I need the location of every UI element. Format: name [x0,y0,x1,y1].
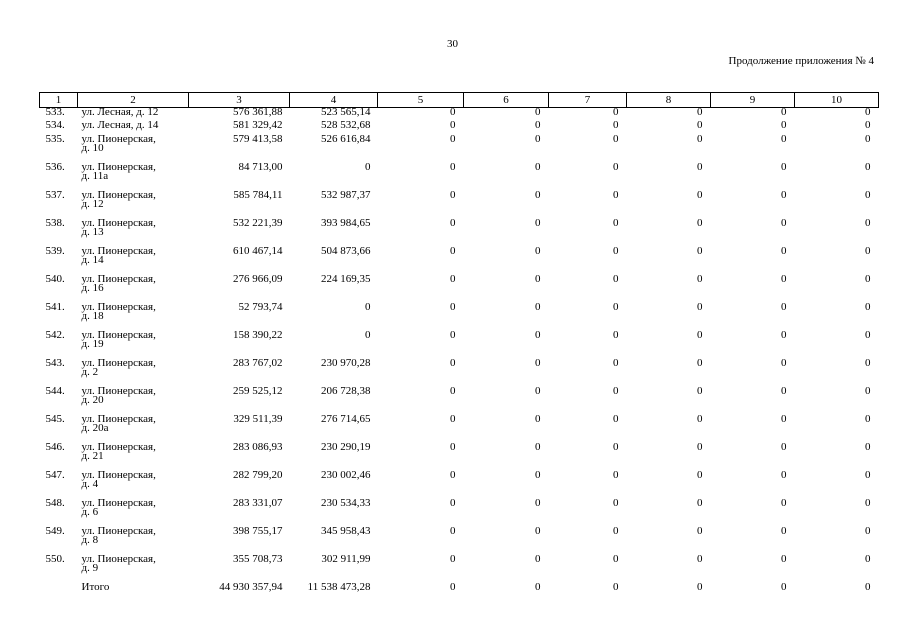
column-header: 1 [40,93,78,108]
amount-cell: 0 [865,414,871,425]
amount-cell: 0 [697,162,703,173]
amount-cell: 355 708,73 [233,554,283,565]
address-line: д. 14 [81,254,104,267]
amount-cell: 0 [613,190,619,201]
amount-cell: 84 713,00 [238,162,283,173]
table-row [40,303,879,331]
address-cell [78,275,189,303]
amount-cell: 0 [613,218,619,229]
amount-cell: 0 [781,134,787,145]
amount-cell: 0 [865,121,871,132]
amount-cell: 0 [535,218,541,229]
amount-cell: 0 [450,330,456,341]
table-row [40,443,879,471]
amount-cell: 0 [450,470,456,481]
address-cell [78,163,189,191]
amount-cell: 0 [450,246,456,257]
amount-cell: 0 [781,246,787,257]
address-cell [78,121,189,135]
amount-cell: 0 [535,107,541,118]
row-number: 539. [45,246,65,257]
address-line: д. 12 [81,198,104,211]
amount-cell: 0 [781,121,787,132]
column-header: 4 [290,93,378,108]
amount-cell: 0 [697,330,703,341]
appendix-note: Продолжение приложения № 4 [728,55,874,67]
table-header [40,93,879,108]
amount-cell: 0 [450,358,456,369]
address-line: ул. Пионерская, [81,526,156,537]
amount-cell: 0 [450,274,456,285]
row-number: 550. [45,554,65,565]
amount-cell: 0 [613,386,619,397]
column-header: 3 [189,93,290,108]
amount-cell: 0 [781,414,787,425]
address-line: д. 9 [81,562,99,575]
table-row [40,555,879,583]
amount-cell: 0 [613,162,619,173]
address-line: ул. Пионерская, [81,498,156,509]
amount-cell: 0 [535,470,541,481]
amount-cell: 0 [450,302,456,313]
amount-cell: 0 [697,274,703,285]
amount-cell: 532 221,39 [233,218,283,229]
table-row [40,135,879,163]
address-line: ул. Пионерская, [81,554,156,565]
amount-cell: 0 [781,107,787,118]
amount-cell: 206 728,38 [321,386,371,397]
table-row [40,331,879,359]
amount-cell: 0 [613,470,619,481]
amount-cell: 0 [535,386,541,397]
amount-cell: 526 616,84 [321,134,371,145]
table-row [40,219,879,247]
address-line: ул. Пионерская, [81,134,156,145]
address-line: д. 8 [81,534,99,547]
amount-cell: 0 [535,121,541,132]
amount-cell: 283 086,93 [233,442,283,453]
amount-cell: 0 [365,162,371,173]
column-header: 5 [378,93,464,108]
address-line: ул. Пионерская, [81,246,156,257]
address-line: д. 10 [81,142,104,155]
address-line: ул. Пионерская, [81,470,156,481]
amount-cell: 0 [613,274,619,285]
amount-cell: 0 [865,386,871,397]
amount-cell: 0 [697,246,703,257]
amount-cell: 610 467,14 [233,246,283,257]
row-number: 540. [45,274,65,285]
amount-cell: 0 [865,554,871,565]
amount-cell: 0 [697,358,703,369]
amount-cell: 0 [865,330,871,341]
column-header: 6 [464,93,549,108]
address-line: д. 16 [81,282,104,295]
address-line: д. 19 [81,338,104,351]
amount-cell: 0 [865,358,871,369]
total-row [40,583,879,597]
row-number: 543. [45,358,65,369]
address-cell [78,331,189,359]
amount-cell: 398 755,17 [233,526,283,537]
address-line: д. 4 [81,478,99,491]
amount-cell: 0 [535,330,541,341]
amount-cell: 0 [450,498,456,509]
address-cell [78,303,189,331]
column-header: 9 [711,93,795,108]
address-line: ул. Пионерская, [81,442,156,453]
amount-cell: 0 [865,274,871,285]
amount-cell: 0 [613,302,619,313]
amount-cell: 0 [450,162,456,173]
amount-cell: 0 [535,162,541,173]
amount-cell: 276 966,09 [233,274,283,285]
address-line: ул. Пионерская, [81,386,156,397]
table-row [40,471,879,499]
amount-cell: 0 [781,330,787,341]
amount-cell: 0 [781,274,787,285]
amount-cell: 0 [450,190,456,201]
address-cell [78,415,189,443]
amount-cell: 0 [613,246,619,257]
row-number: 541. [45,302,65,313]
row-number: 549. [45,526,65,537]
row-number: 534. [45,121,65,132]
amount-cell: 0 [697,386,703,397]
address-line: д. 21 [81,450,104,463]
amount-cell: 0 [697,498,703,509]
amount-cell: 0 [535,498,541,509]
address-cell [78,527,189,555]
table-row [40,387,879,415]
amount-cell: 581 329,42 [233,121,283,132]
amount-cell: 393 984,65 [321,218,371,229]
amount-cell: 0 [781,498,787,509]
total-cell: 0 [450,582,456,593]
amount-cell: 0 [613,414,619,425]
column-header: 8 [627,93,711,108]
total-cell: 11 538 473,28 [307,582,371,593]
amount-cell: 0 [865,498,871,509]
page-number: 30 [447,38,458,50]
row-number: 547. [45,470,65,481]
amount-cell: 0 [613,134,619,145]
amount-cell: 0 [697,554,703,565]
amount-cell: 345 958,43 [321,526,371,537]
amount-cell: 0 [613,498,619,509]
table-row [40,359,879,387]
amount-cell: 0 [535,358,541,369]
address-line: ул. Пионерская, [81,162,156,173]
address-cell [78,443,189,471]
total-label: Итого [81,582,110,593]
amount-cell: 230 290,19 [321,442,371,453]
amount-cell: 329 511,39 [233,414,283,425]
row-number: 533. [45,107,65,118]
amount-cell: 0 [535,274,541,285]
address-cell [78,359,189,387]
amount-cell: 0 [865,470,871,481]
total-index-cell [40,583,78,597]
total-cell: 0 [613,582,619,593]
row-number: 542. [45,330,65,341]
amount-cell: 0 [697,218,703,229]
amount-cell: 532 987,37 [321,190,371,201]
amount-cell: 158 390,22 [233,330,283,341]
address-line: ул. Пионерская, [81,414,156,425]
amount-cell: 0 [535,134,541,145]
amount-cell: 276 714,65 [321,414,371,425]
amount-cell: 0 [697,190,703,201]
table-row [40,527,879,555]
row-number: 538. [45,218,65,229]
address-line: ул. Лесная, д. 12 [81,107,159,118]
amount-cell: 0 [613,330,619,341]
amount-cell: 52 793,74 [238,302,283,313]
amount-cell: 230 002,46 [321,470,371,481]
total-cell: 0 [781,582,787,593]
amount-cell: 0 [450,386,456,397]
amount-cell: 0 [613,107,619,118]
amount-cell: 0 [865,442,871,453]
amount-cell: 0 [781,302,787,313]
column-header: 10 [795,93,879,108]
row-number: 545. [45,414,65,425]
address-line: ул. Пионерская, [81,330,156,341]
total-cell: 0 [535,582,541,593]
row-number: 537. [45,190,65,201]
table-row [40,275,879,303]
amount-cell: 0 [781,162,787,173]
amount-cell: 0 [697,442,703,453]
address-cell [78,387,189,415]
amount-cell: 0 [450,554,456,565]
amount-cell: 0 [865,246,871,257]
amount-cell: 0 [781,554,787,565]
address-cell [78,191,189,219]
total-cell: 0 [865,582,871,593]
amount-cell: 0 [697,121,703,132]
amount-cell: 585 784,11 [233,190,283,201]
amount-cell: 0 [450,134,456,145]
address-line: д. 6 [81,506,99,519]
amount-cell: 0 [865,190,871,201]
column-header: 2 [78,93,189,108]
amount-cell: 0 [450,526,456,537]
amount-cell: 0 [865,526,871,537]
amount-cell: 0 [697,414,703,425]
address-line: ул. Пионерская, [81,358,156,369]
amount-cell: 528 532,68 [321,121,371,132]
row-number: 535. [45,134,65,145]
address-cell [78,135,189,163]
address-line: ул. Пионерская, [81,190,156,201]
amount-cell: 0 [450,414,456,425]
amount-cell: 0 [613,554,619,565]
amount-cell: 0 [865,134,871,145]
column-header: 7 [549,93,627,108]
address-cell [78,471,189,499]
amount-cell: 0 [781,218,787,229]
row-number: 536. [45,162,65,173]
amount-cell: 0 [865,107,871,118]
amount-cell: 576 361,88 [233,107,283,118]
amount-cell: 224 169,35 [321,274,371,285]
amount-cell: 0 [613,526,619,537]
address-cell [78,499,189,527]
table-row [40,191,879,219]
address-line: ул. Пионерская, [81,302,156,313]
table-row [40,415,879,443]
row-number: 544. [45,386,65,397]
table-row [40,108,879,122]
amount-cell: 0 [535,414,541,425]
address-line: д. 20а [81,422,109,435]
amount-cell: 0 [535,442,541,453]
amount-cell: 283 331,07 [233,498,283,509]
total-cell: 44 930 357,94 [219,582,283,593]
amount-cell: 259 525,12 [233,386,283,397]
amount-cell: 523 565,14 [321,107,371,118]
amount-cell: 0 [781,470,787,481]
address-line: ул. Лесная, д. 14 [81,121,159,132]
amount-cell: 0 [450,218,456,229]
amount-cell: 282 799,20 [233,470,283,481]
amount-cell: 0 [781,442,787,453]
amount-cell: 230 970,28 [321,358,371,369]
amount-cell: 504 873,66 [321,246,371,257]
amount-cell: 0 [535,246,541,257]
amount-cell: 0 [781,190,787,201]
address-line: д. 11а [81,170,109,183]
total-cell: 0 [697,582,703,593]
amount-cell: 579 413,58 [233,134,283,145]
amount-cell: 0 [535,526,541,537]
table-body [40,108,879,597]
amount-cell: 0 [781,358,787,369]
address-cell [78,219,189,247]
amount-cell: 0 [613,121,619,132]
amount-cell: 0 [697,134,703,145]
address-cell [78,108,189,122]
amount-cell: 302 911,99 [321,554,371,565]
table-row [40,499,879,527]
amount-cell: 0 [781,526,787,537]
address-cell [78,247,189,275]
table-row [40,247,879,275]
amount-cell: 0 [697,470,703,481]
amount-cell: 283 767,02 [233,358,283,369]
amount-cell: 0 [697,107,703,118]
address-line: д. 13 [81,226,104,239]
amount-cell: 230 534,33 [321,498,371,509]
address-line: д. 2 [81,366,99,379]
amount-cell: 0 [613,358,619,369]
address-line: ул. Пионерская, [81,274,156,285]
address-line: д. 20 [81,394,104,407]
amount-cell: 0 [865,218,871,229]
address-cell [78,555,189,583]
amount-cell: 0 [450,121,456,132]
amount-cell: 0 [535,302,541,313]
amount-cell: 0 [535,190,541,201]
row-number: 546. [45,442,65,453]
amount-cell: 0 [535,554,541,565]
data-table [39,92,879,597]
amount-cell: 0 [697,526,703,537]
amount-cell: 0 [365,302,371,313]
amount-cell: 0 [613,442,619,453]
amount-cell: 0 [450,442,456,453]
amount-cell: 0 [865,302,871,313]
row-number: 548. [45,498,65,509]
amount-cell: 0 [697,302,703,313]
address-line: д. 18 [81,310,104,323]
amount-cell: 0 [365,330,371,341]
table-row [40,121,879,135]
address-line: ул. Пионерская, [81,218,156,229]
amount-cell: 0 [450,107,456,118]
amount-cell: 0 [781,386,787,397]
table-row [40,163,879,191]
amount-cell: 0 [865,162,871,173]
